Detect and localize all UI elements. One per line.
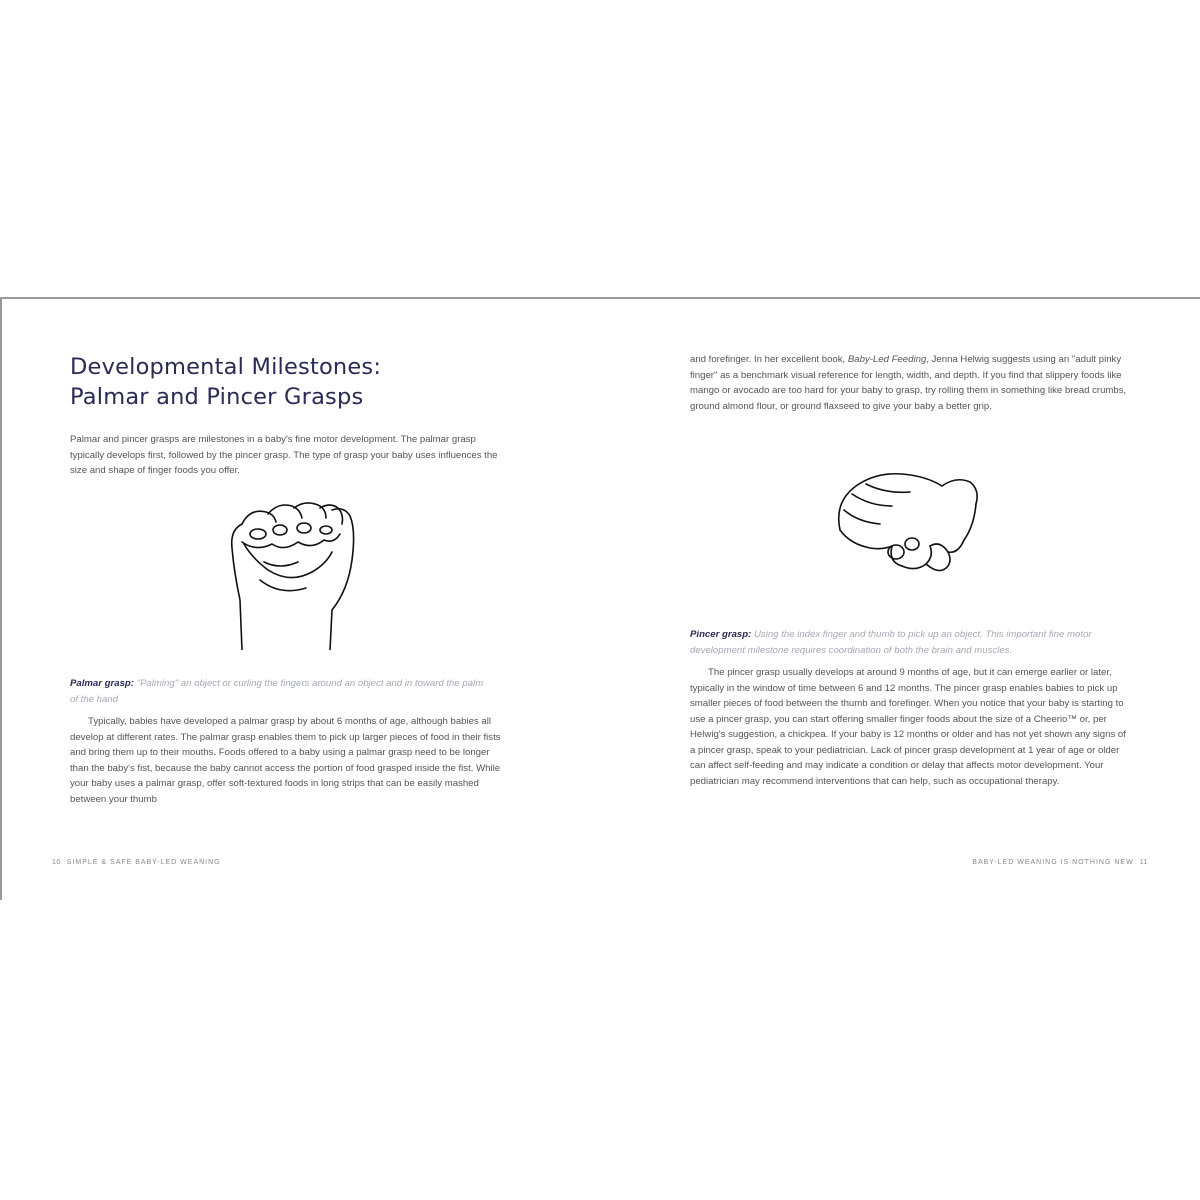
left-page-footer [46,859,221,866]
caption-term: Pincer grasp: [690,629,752,640]
intro-paragraph: Palmar and pincer grasps are milestones in a baby's fine motor development. The palmar grasp typically develops first, followed by the pincer grasp. The type of grasp your baby uses influences the size and shape of finger foods you offer. [70,434,498,476]
page-title-line-2: Palmar and Pincer Grasps [70,384,364,410]
pincer-grasp-hand-illustration [830,470,980,590]
spread-left-border [0,297,2,900]
caption-definition: Using the index finger and thumb to pick up an object. This important fine motor development milestone requires coordination of both the brain and muscles. [690,629,1092,656]
palmar-grasp-hand-illustration [220,500,370,650]
book-title: Baby-Led Feeding [847,354,927,365]
page-title [70,352,490,412]
pincer-grasp-paragraph: The pincer grasp usually develops at around 9 months of age, but it can emerge earlier or later, typically in the window of time between 6 and 12 months. The pincer grasp enables babies to pick up smaller pieces of food between the thumb and forefinger. When you notice that your baby is starting to use a pincer grasp, you can start offering smaller finger foods about the size of a Cheerio™ or, per Helwig's suggestion, a chickpea. If your baby is 12 months or older and has not yet shown any signs of a pincer grasp, speak to your pediatrician. Lack of pincer grasp development at 1 year of age or older can affect self-feeding and may indicate a condition or delay that affects motor development. Your pediatrician may recommend interventions that can help, such as occupational therapy. [690,667,1126,787]
continued-text-2: , Jenna Helwig suggests using an "adult pinky finger" as a benchmark visual reference for length, width, and depth. If you find that slippery foods like mango or avocado are too hard for your baby to grasp, try rolling them in something like bread crumbs, ground almond flour, or ground flaxseed to give your baby a better grip. [690,354,1127,412]
palmar-grasp-caption [70,676,490,707]
caption-term: Palmar grasp: [70,678,134,689]
continued-paragraph [690,352,1130,414]
continued-text-1: and forefinger. In her excellent book, [690,354,848,365]
caption-definition: "Palming" an object or curling the fingers around an object and in toward the palm of the hand [70,678,484,705]
page-title-line-1: Developmental Milestones: [70,354,382,380]
page-number: 10 [52,859,61,866]
running-footer-title: SIMPLE & SAFE BABY-LED WEANING [66,859,221,866]
page-number: 11 [1139,859,1148,866]
palmar-grasp-paragraph: Typically, babies have developed a palmar grasp by about 6 months of age, although babies all develop at different rates. The palmar grasp enables them to pick up larger pieces of food in their fists and bring them up to their mouths. Foods offered to a baby using a palmar grasp need to be longer than the baby's fist, because the baby cannot access the portion of food grasped inside the fist. While your baby uses a palmar grasp, offer soft-textured foods in long strips that can be easily mashed between your thumb [70,716,501,805]
running-footer-title: BABY-LED WEANING IS NOTHING NEW [972,859,1134,866]
pincer-grasp-caption [690,627,1130,658]
right-page-footer [972,859,1154,866]
spread-top-border [0,297,1200,299]
